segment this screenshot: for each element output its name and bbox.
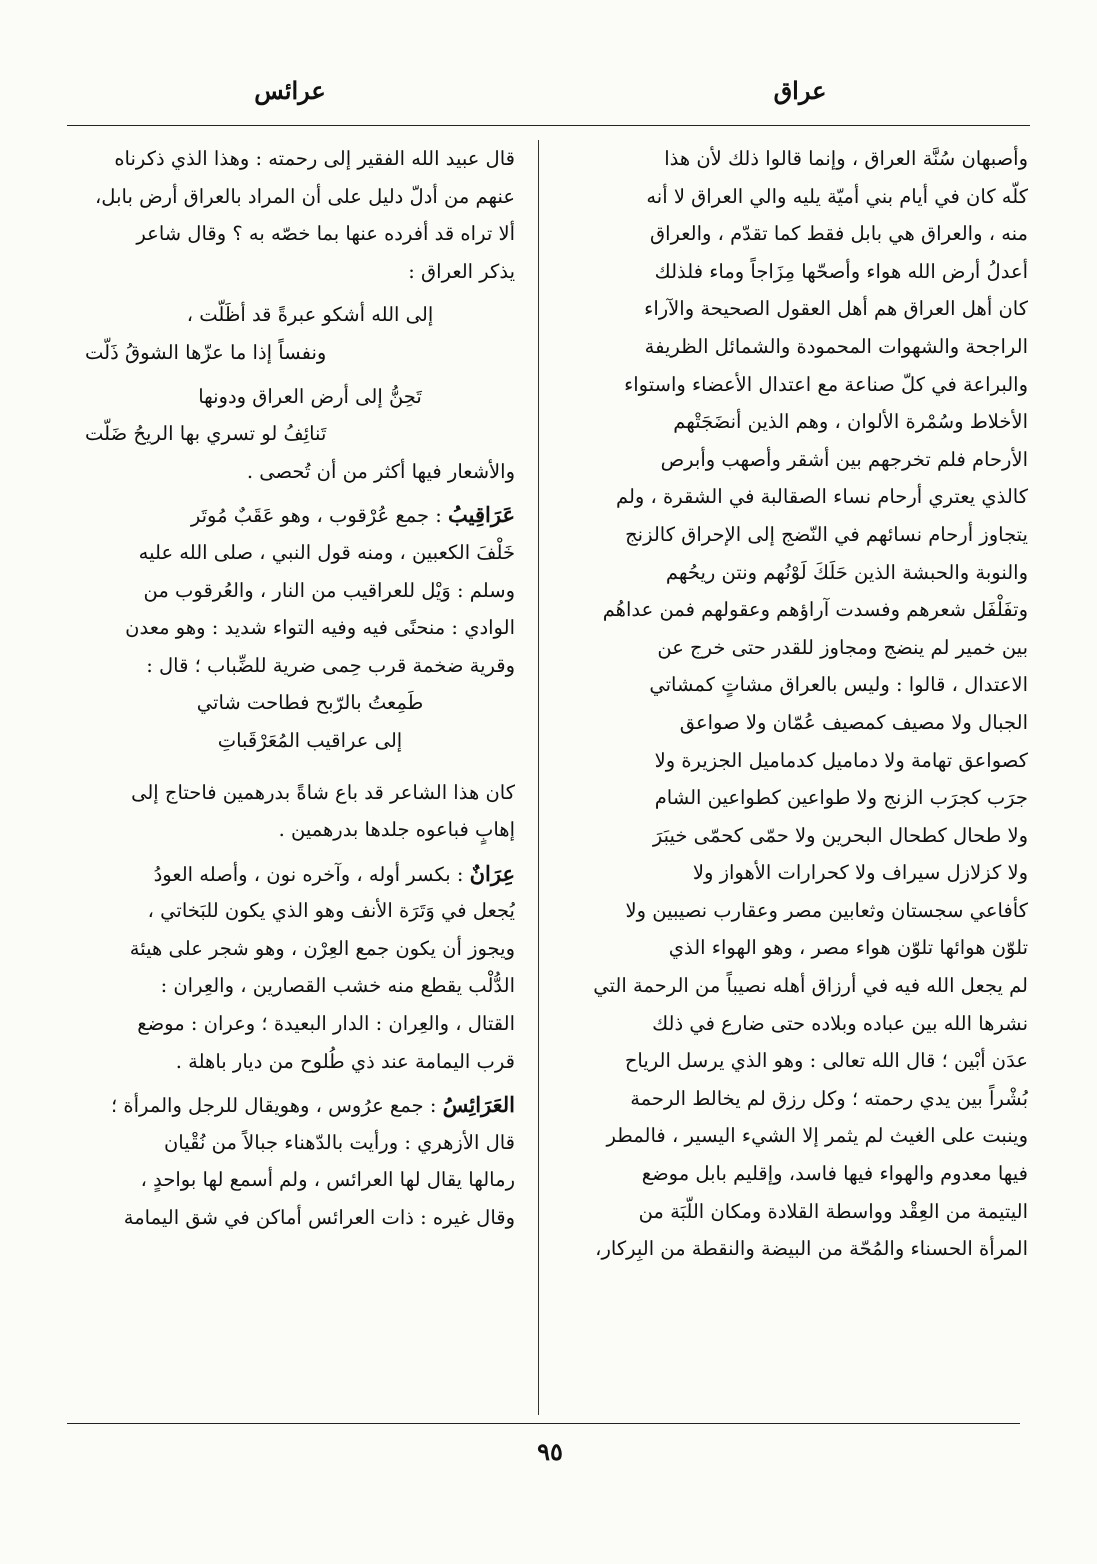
text-line: نشرها الله بين عباده وبلاده حتى ضارع في ذلك: [652, 1011, 1028, 1035]
text-line: الأرحام فلم تخرجهم بين أشقر وأصهب وأبرص: [660, 447, 1028, 471]
entry-text: : جمع عُرْقوب ، وهو عَقَبٌ مُوتَر: [190, 504, 449, 528]
text-line: والبراعة في كلّ صناعة مع اعتدال الأعضاء واستواء: [624, 372, 1028, 396]
text-line: خَلْفَ الكعبين ، ومنه قول النبي ، صلى الله عليه: [138, 540, 515, 564]
running-header-right: عراق: [773, 76, 827, 105]
poem-verse: تَنائِفُ لو تسري بها الريحُ ضَلّت: [85, 422, 327, 446]
text-line: قال عبيد الله الفقير إلى رحمته : وهذا الذي ذكرناه: [114, 147, 515, 170]
entry-text: : بكسر أوله ، وآخره نون ، وأصله العودُ: [153, 862, 470, 886]
text-line: وأصبهان سُنَّة العراق ، وإنما قالوا ذلك لأن هذا: [664, 147, 1028, 170]
running-header-left: عرائس: [254, 76, 326, 105]
text-line: المرأة الحسناء والمُحّة من البيضة والنقطة من البِركار،: [595, 1237, 1028, 1261]
headword-araqib: عَرَاقِيبُ: [448, 502, 515, 528]
text-line: القتال ، والعِران : الدار البعيدة ؛ وعران : موضع: [137, 1012, 515, 1036]
left-column: [65, 140, 515, 1237]
text-line: قرب اليمامة عند ذي طُلوح من ديار باهلة .: [175, 1049, 515, 1073]
text-line: الراجحة والشهوات المحمودة والشمائل الظريفة: [644, 334, 1028, 358]
text-line: يذكر العراق :: [408, 259, 515, 283]
poem-verse: تَحِنُّ إلى أرض العراق ودونها: [198, 384, 422, 408]
text-line: منه ، والعراق هي بابل فقط كما تقدّم ، والعراق: [649, 222, 1028, 246]
text-line: بين خمير لم ينضج ومجاوز للقدر حتى خرج عن: [657, 635, 1028, 659]
entry-araais-first-line: [65, 1086, 515, 1124]
text-line: الجبال ولا مصيف كمصيف عُمّان ولا صواعق: [679, 710, 1028, 734]
headword-araais: العَرَائِسُ: [442, 1092, 515, 1118]
poem-verse: إلى عراقيب المُعَرْقَباتِ: [217, 728, 403, 752]
text-line: يُجعل في وَتَرَة الأنف وهو الذي يكون للبَخاتي ،: [147, 899, 515, 923]
poem-verse: إلى الله أشكو عبرةً قد أظَلّت ،: [186, 303, 434, 327]
text-line: الدُّلْب يقطع منه خشب القصارين ، والعِران :: [160, 974, 515, 998]
text-line: إهابٍ فباعوه جلدها بدرهمين .: [278, 818, 515, 842]
text-line: الاعتدال ، قالوا : وليس بالعراق مشاتٍ كمشاتي: [649, 673, 1028, 697]
headword-iran: عِرَانٌ: [469, 860, 515, 886]
text-line: وتفَلْفَل شعرهم وفسدت آراؤهم وعقولهم فمن عداهُم: [602, 598, 1028, 622]
right-column: [548, 140, 1028, 1268]
entry-araqib-first-line: [65, 496, 515, 534]
text-line: كلّه كان في أيام بني أميّة يليه والي العراق لا أنه: [646, 184, 1028, 208]
page-number: ٩٥: [537, 1437, 563, 1466]
text-line: ولا طحال كطحال البحرين ولا حمّى كحمّى خيبَرَ: [652, 823, 1028, 847]
header-rule: [67, 125, 1030, 126]
text-line: والنوبة والحبشة الذين حَلَكَ لَوْنُهم ونتن ريحُهم: [665, 560, 1028, 584]
text-line: ولا كزلازل سيراف ولا كحرارات الأهواز ولا: [692, 861, 1028, 885]
text-line: الوادي : منحنًى فيه وفيه التواء شديد : وهو معدن: [125, 616, 515, 640]
poem-verse: ونفساً إذا ما عزّها الشوقُ ذَلّت: [85, 340, 327, 364]
text-line: فيها معدوم والهواء فيها فاسد، وإقليم بابل موضع: [641, 1162, 1028, 1186]
column-divider: [538, 140, 539, 1415]
entry-text: : جمع عرُوس ، وهويقال للرجل والمرأة ؛: [111, 1094, 443, 1118]
text-line: تلوّن هوائها تلوّن هواء مصر ، وهو الهواء الذي: [668, 936, 1028, 960]
text-line: جرَب كجرَب الزنج ولا طواعين كطواعين الشام: [654, 786, 1028, 810]
footer-rule: [67, 1423, 1020, 1424]
text-line: لم يجعل الله فيه في أرزاق أهله نصيباً من الرحمة التي: [593, 974, 1028, 998]
text-line: وقال غيره : ذات العرائس أماكن في شق اليمامة: [123, 1206, 515, 1230]
text-line: كان هذا الشاعر قد باع شاةً بدرهمين فاحتاج إلى: [131, 780, 515, 804]
text-line: كصواعق تهامة ولا دماميل كدماميل الجزيرة ولا: [654, 748, 1028, 772]
text-line: عدَن أبْين ؛ قال الله تعالى : وهو الذي يرسل الرياح: [624, 1049, 1028, 1073]
text-line: الأخلاط وسُمْرة الألوان ، وهم الذين أنضَجَتْهم: [673, 410, 1028, 434]
entry-iran-first-line: [65, 855, 515, 893]
text-line: كأفاعي سجستان وثعابين مصر وعقارب نصيبين ولا: [625, 898, 1028, 922]
text-line: كالذي يعتري أرحام نساء الصقالبة في الشقرة ، ولم: [616, 485, 1028, 509]
text-line: رمالها يقال لها العرائس ، ولم أسمع لها بواحدٍ ،: [140, 1168, 515, 1192]
poem-verse: طَمِعتُ بالرّبح فطاحت شاتي: [196, 691, 424, 715]
spacer: [65, 760, 515, 774]
text-line: والأشعار فيها أكثر من أن تُحصى .: [246, 459, 515, 483]
text-line: كان أهل العراق هم أهل العقول الصحيحة والآراء: [644, 297, 1028, 321]
text-line: عنهم من أدلّ دليل على أن المراد بالعراق أرض بابل،: [95, 184, 515, 208]
text-line: يتجاوز أرحام نسائهم في النّضج إلى الإحراق كالزنج: [625, 522, 1028, 546]
text-line: ألا تراه قد أفرده عنها بما خصّه به ؟ وقال شاعر: [136, 222, 515, 246]
text-line: وقرية ضخمة قرب حِمى ضرية للضِّباب ؛ قال :: [146, 653, 515, 677]
text-line: قال الأزهري : ورأيت بالدّهناء جبالاً من نُقْيان: [163, 1130, 515, 1154]
text-line: وينبت على الغيث لم يثمر إلا الشيء اليسير ، فالمطر: [606, 1124, 1028, 1148]
text-line: أعدلُ أرض الله هواء وأصحّها مِزَاجاً وماء فلذلك: [654, 259, 1028, 283]
text-line: ويجوز أن يكون جمع العِرْن ، وهو شجر على هيئة: [129, 936, 515, 960]
text-line: وسلم : وَيْل للعراقيب من النار ، والعُرقوب من: [143, 578, 515, 602]
text-line: بُشْراً بين يدي رحمته ؛ وكل رزق لم يخالط الرحمة: [630, 1086, 1028, 1110]
text-line: اليتيمة من العِقْد وواسطة القلادة ومكان اللّبَة من: [638, 1199, 1028, 1223]
